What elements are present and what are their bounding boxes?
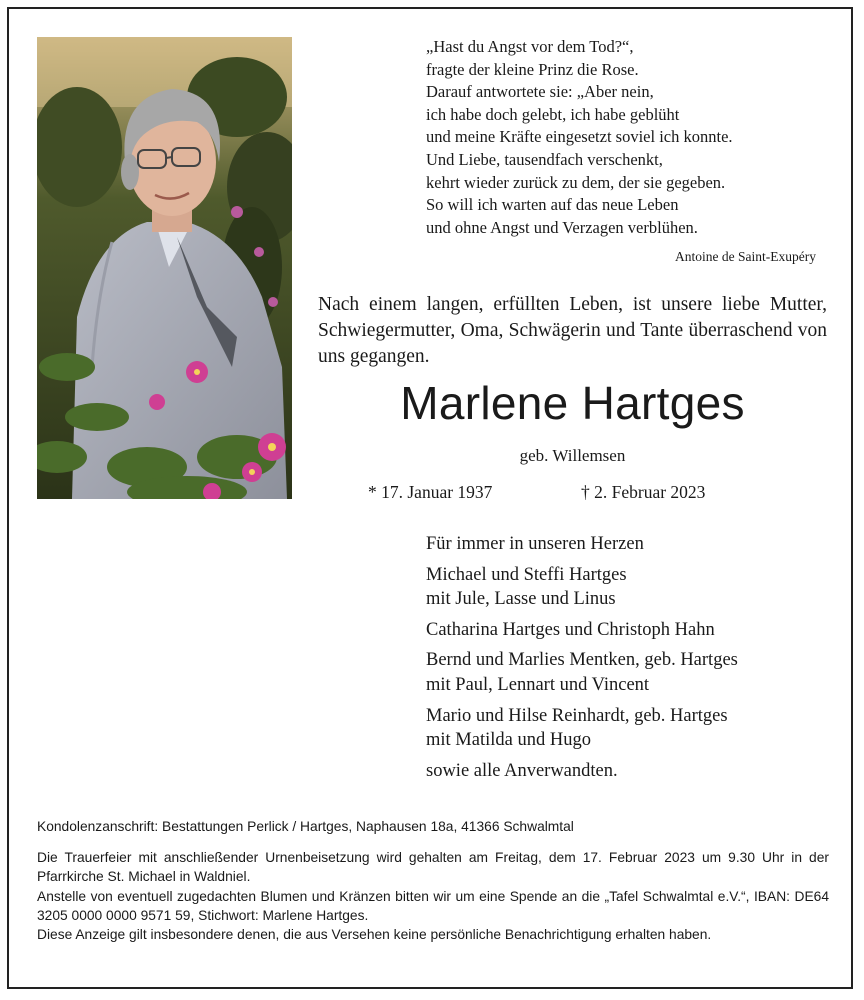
poem-line: kehrt wieder zurück zu dem, der sie gegeben. xyxy=(426,172,726,192)
family-group xyxy=(426,563,836,612)
poem-line: Und Liebe, tausendfach verschenkt, xyxy=(426,149,663,169)
poem-line: fragte der kleine Prinz die Rose. xyxy=(426,59,639,79)
poem xyxy=(426,36,836,239)
family-line: mit Jule, Lasse und Linus xyxy=(426,589,616,610)
poem-line: So will ich warten auf das neue Leben xyxy=(426,195,679,215)
family-line: mit Matilda und Hugo xyxy=(426,730,591,751)
family-line: Catharina Hartges und Christoph Hahn xyxy=(426,619,715,640)
notice-info: Diese Anzeige gilt insbesondere denen, die aus Versehen keine persönliche Benachrichtigung erhalten haben. xyxy=(37,927,712,943)
family-group xyxy=(426,759,836,784)
poem-line: ich habe doch gelebt, ich habe geblüht xyxy=(426,104,680,124)
family-line: mit Paul, Lennart und Vincent xyxy=(426,674,650,695)
maiden-name: geb. Willemsen xyxy=(519,446,626,465)
deceased-name: Marlene Hartges xyxy=(400,377,745,429)
family-line: Bernd und Marlies Mentken, geb. Hartges xyxy=(426,650,738,671)
family-line: Mario und Hilse Reinhardt, geb. Hartges xyxy=(426,705,728,726)
poem-line: und meine Kräfte eingesetzt soviel ich konnte. xyxy=(426,127,733,147)
family-list xyxy=(426,532,836,789)
intro-text: Nach einem langen, erfüllten Leben, ist unsere liebe Mutter, Schwiegermutter, Oma, Schwägerin und Tante überraschend von uns gegangen. xyxy=(318,294,827,367)
family-line: sowie alle Anverwandten. xyxy=(426,760,618,781)
footer xyxy=(37,817,829,944)
poem-author: Antoine de Saint-Exupéry xyxy=(675,249,816,264)
family-group xyxy=(426,618,836,643)
condolence-address: Kondolenzanschrift: Bestattungen Perlick / Hartges, Naphausen 18a, 41366 Schwalmtal xyxy=(37,819,574,834)
family-group xyxy=(426,648,836,697)
poem-line: „Hast du Angst vor dem Tod?“, xyxy=(426,37,634,56)
poem-line: Darauf antwortete sie: „Aber nein, xyxy=(426,82,654,102)
donation-request: Anstelle von eventuell zugedachten Blumen und Kränzen bitten wir um eine Spende an die „Tafel Schwalmtal e.V.“, IBAN: DE64 3205 0000 0000 9571 59, Stichwort: Marlene Hartges. xyxy=(37,888,829,923)
family-group xyxy=(426,704,836,753)
family-line: Für immer in unseren Herzen xyxy=(426,534,644,554)
birth-date: * 17. Januar 1937 xyxy=(368,482,493,502)
family-group xyxy=(426,532,836,557)
portrait-photo xyxy=(37,37,292,499)
family-line: Michael und Steffi Hartges xyxy=(426,564,627,585)
poem-line: und ohne Angst und Verzagen verblühen. xyxy=(426,217,698,237)
ceremony-info: Die Trauerfeier mit anschließender Urnenbeisetzung wird gehalten am Freitag, dem 17. Februar 2023 um 9.30 Uhr in der Pfarrkirche St. Michael in Waldniel. xyxy=(37,850,829,885)
death-date: † 2. Februar 2023 xyxy=(581,482,706,502)
